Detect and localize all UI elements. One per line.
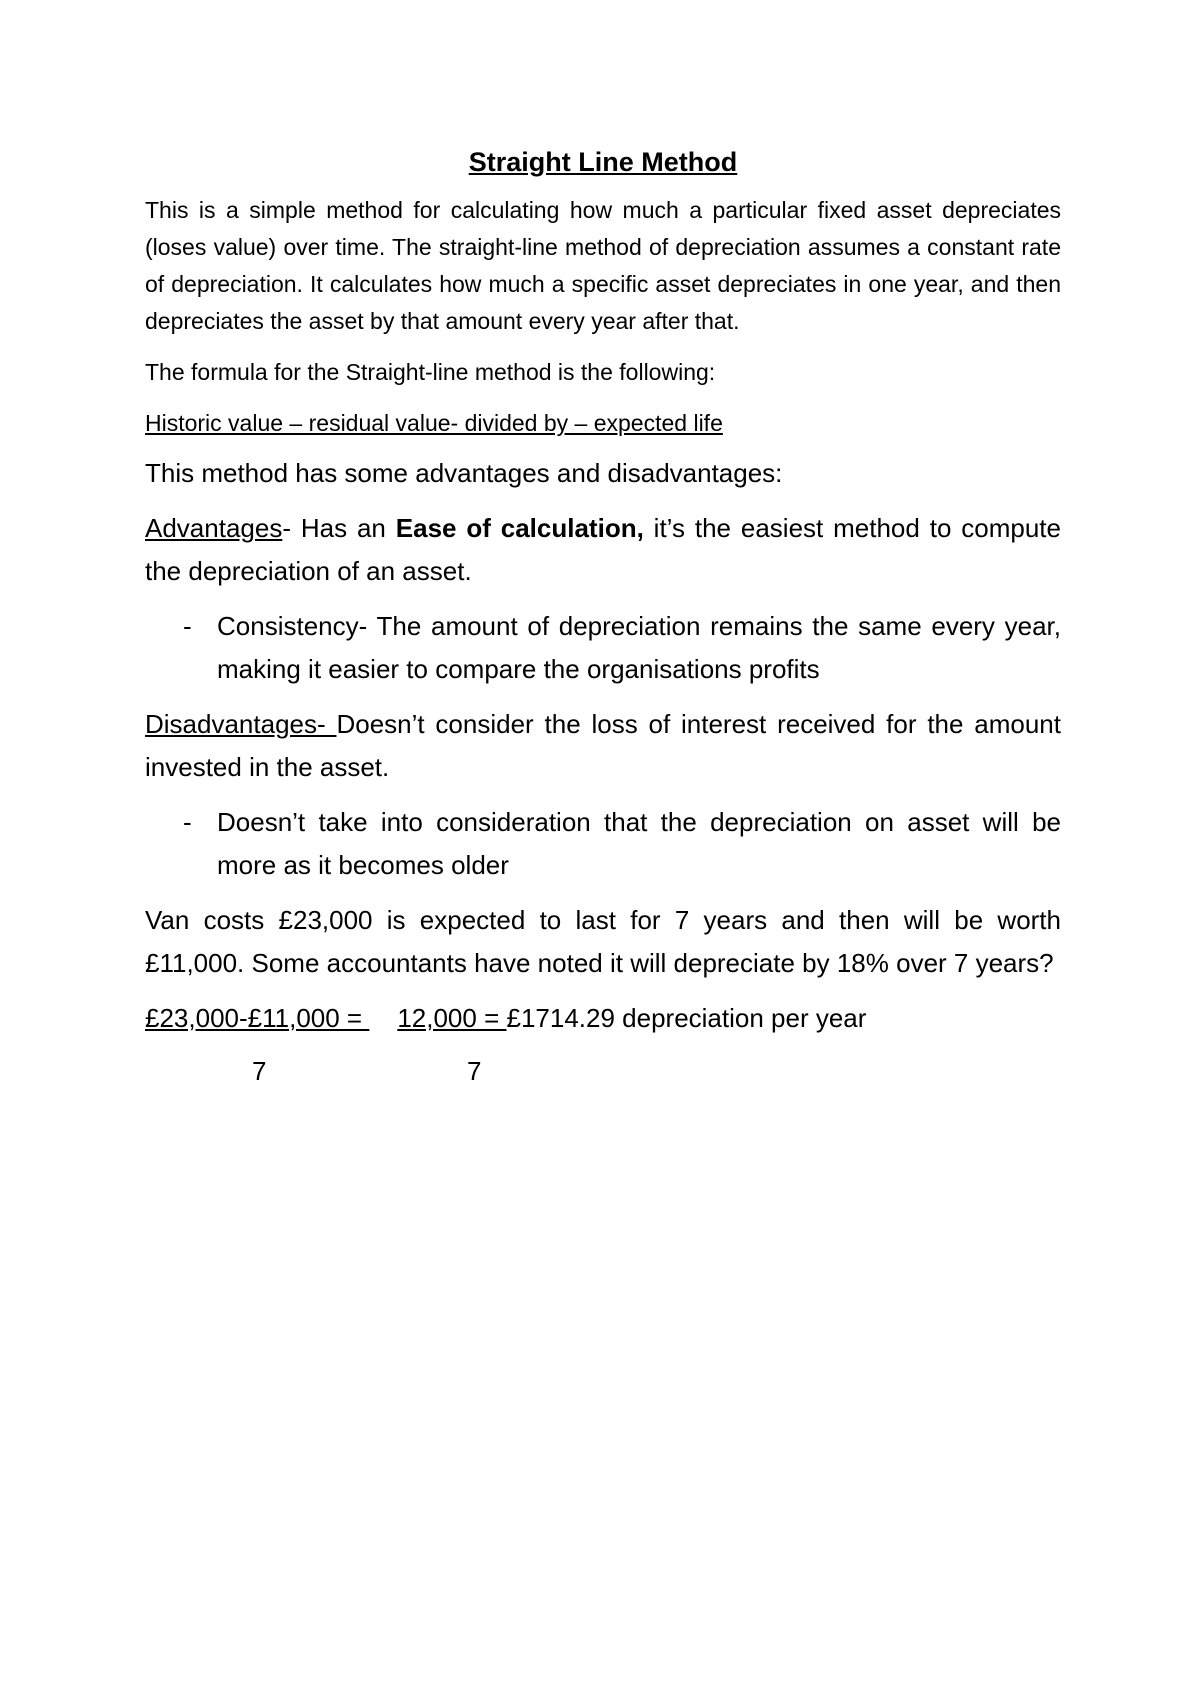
example-question: Van costs £23,000 is expected to last for 7 years and then will be worth £11,000. Some accountants have noted it will depreciate by 18% over 7 years? xyxy=(145,905,1061,979)
calc-result: £1714.29 depreciation per year xyxy=(506,1003,867,1034)
formula-text: Historic value – residual value- divided by – expected life xyxy=(145,410,723,437)
calculation-denominators xyxy=(145,1050,1061,1100)
advantages-paragraph xyxy=(145,507,1061,593)
calc-numerator-2: 12,000 = xyxy=(397,1003,507,1034)
bullet-dash: - xyxy=(183,611,192,642)
document-title: Straight Line Method xyxy=(468,147,738,177)
advantages-text-after: it’s the easiest method to compute the depreciation of an asset. xyxy=(145,513,1061,587)
advantages-bullet xyxy=(145,605,1061,691)
disadvantages-paragraph xyxy=(145,703,1061,789)
disadvantages-bullet xyxy=(145,801,1061,887)
advantages-text-before: - Has an xyxy=(282,513,396,544)
advantages-bold-text: Ease of calculation, xyxy=(395,513,644,544)
calc-numerator-1: £23,000-£11,000 = xyxy=(145,1003,370,1034)
document-body xyxy=(145,145,1061,1100)
disadvantages-text: Doesn’t consider the loss of interest received for the amount invested in the asset. xyxy=(145,709,1061,783)
advantages-bullet-text: Consistency- The amount of depreciation remains the same every year, making it easier to compare the organisations profits xyxy=(217,611,1061,685)
calculation-line xyxy=(145,997,1061,1040)
calc-denominator-1: 7 xyxy=(252,1056,267,1087)
advantages-label: Advantages xyxy=(145,513,283,544)
calc-denominator-2: 7 xyxy=(467,1056,482,1087)
intro-paragraph: This is a simple method for calculating how much a particular fixed asset depreciates (loses value) over time. The straight-line method of depreciation assumes a constant rate of depreciation. It calculates how much a specific asset depreciates in one year, and then depreciates the asset by that amount every year after that. xyxy=(145,197,1061,335)
disadvantages-bullet-text: Doesn’t take into consideration that the depreciation on asset will be more as it becomes older xyxy=(217,807,1061,881)
disadvantages-label: Disadvantages- xyxy=(145,709,337,740)
adv-disadv-intro: This method has some advantages and disadvantages: xyxy=(145,458,783,489)
bullet-dash: - xyxy=(183,807,192,838)
formula-intro: The formula for the Straight-line method is the following: xyxy=(145,359,716,386)
